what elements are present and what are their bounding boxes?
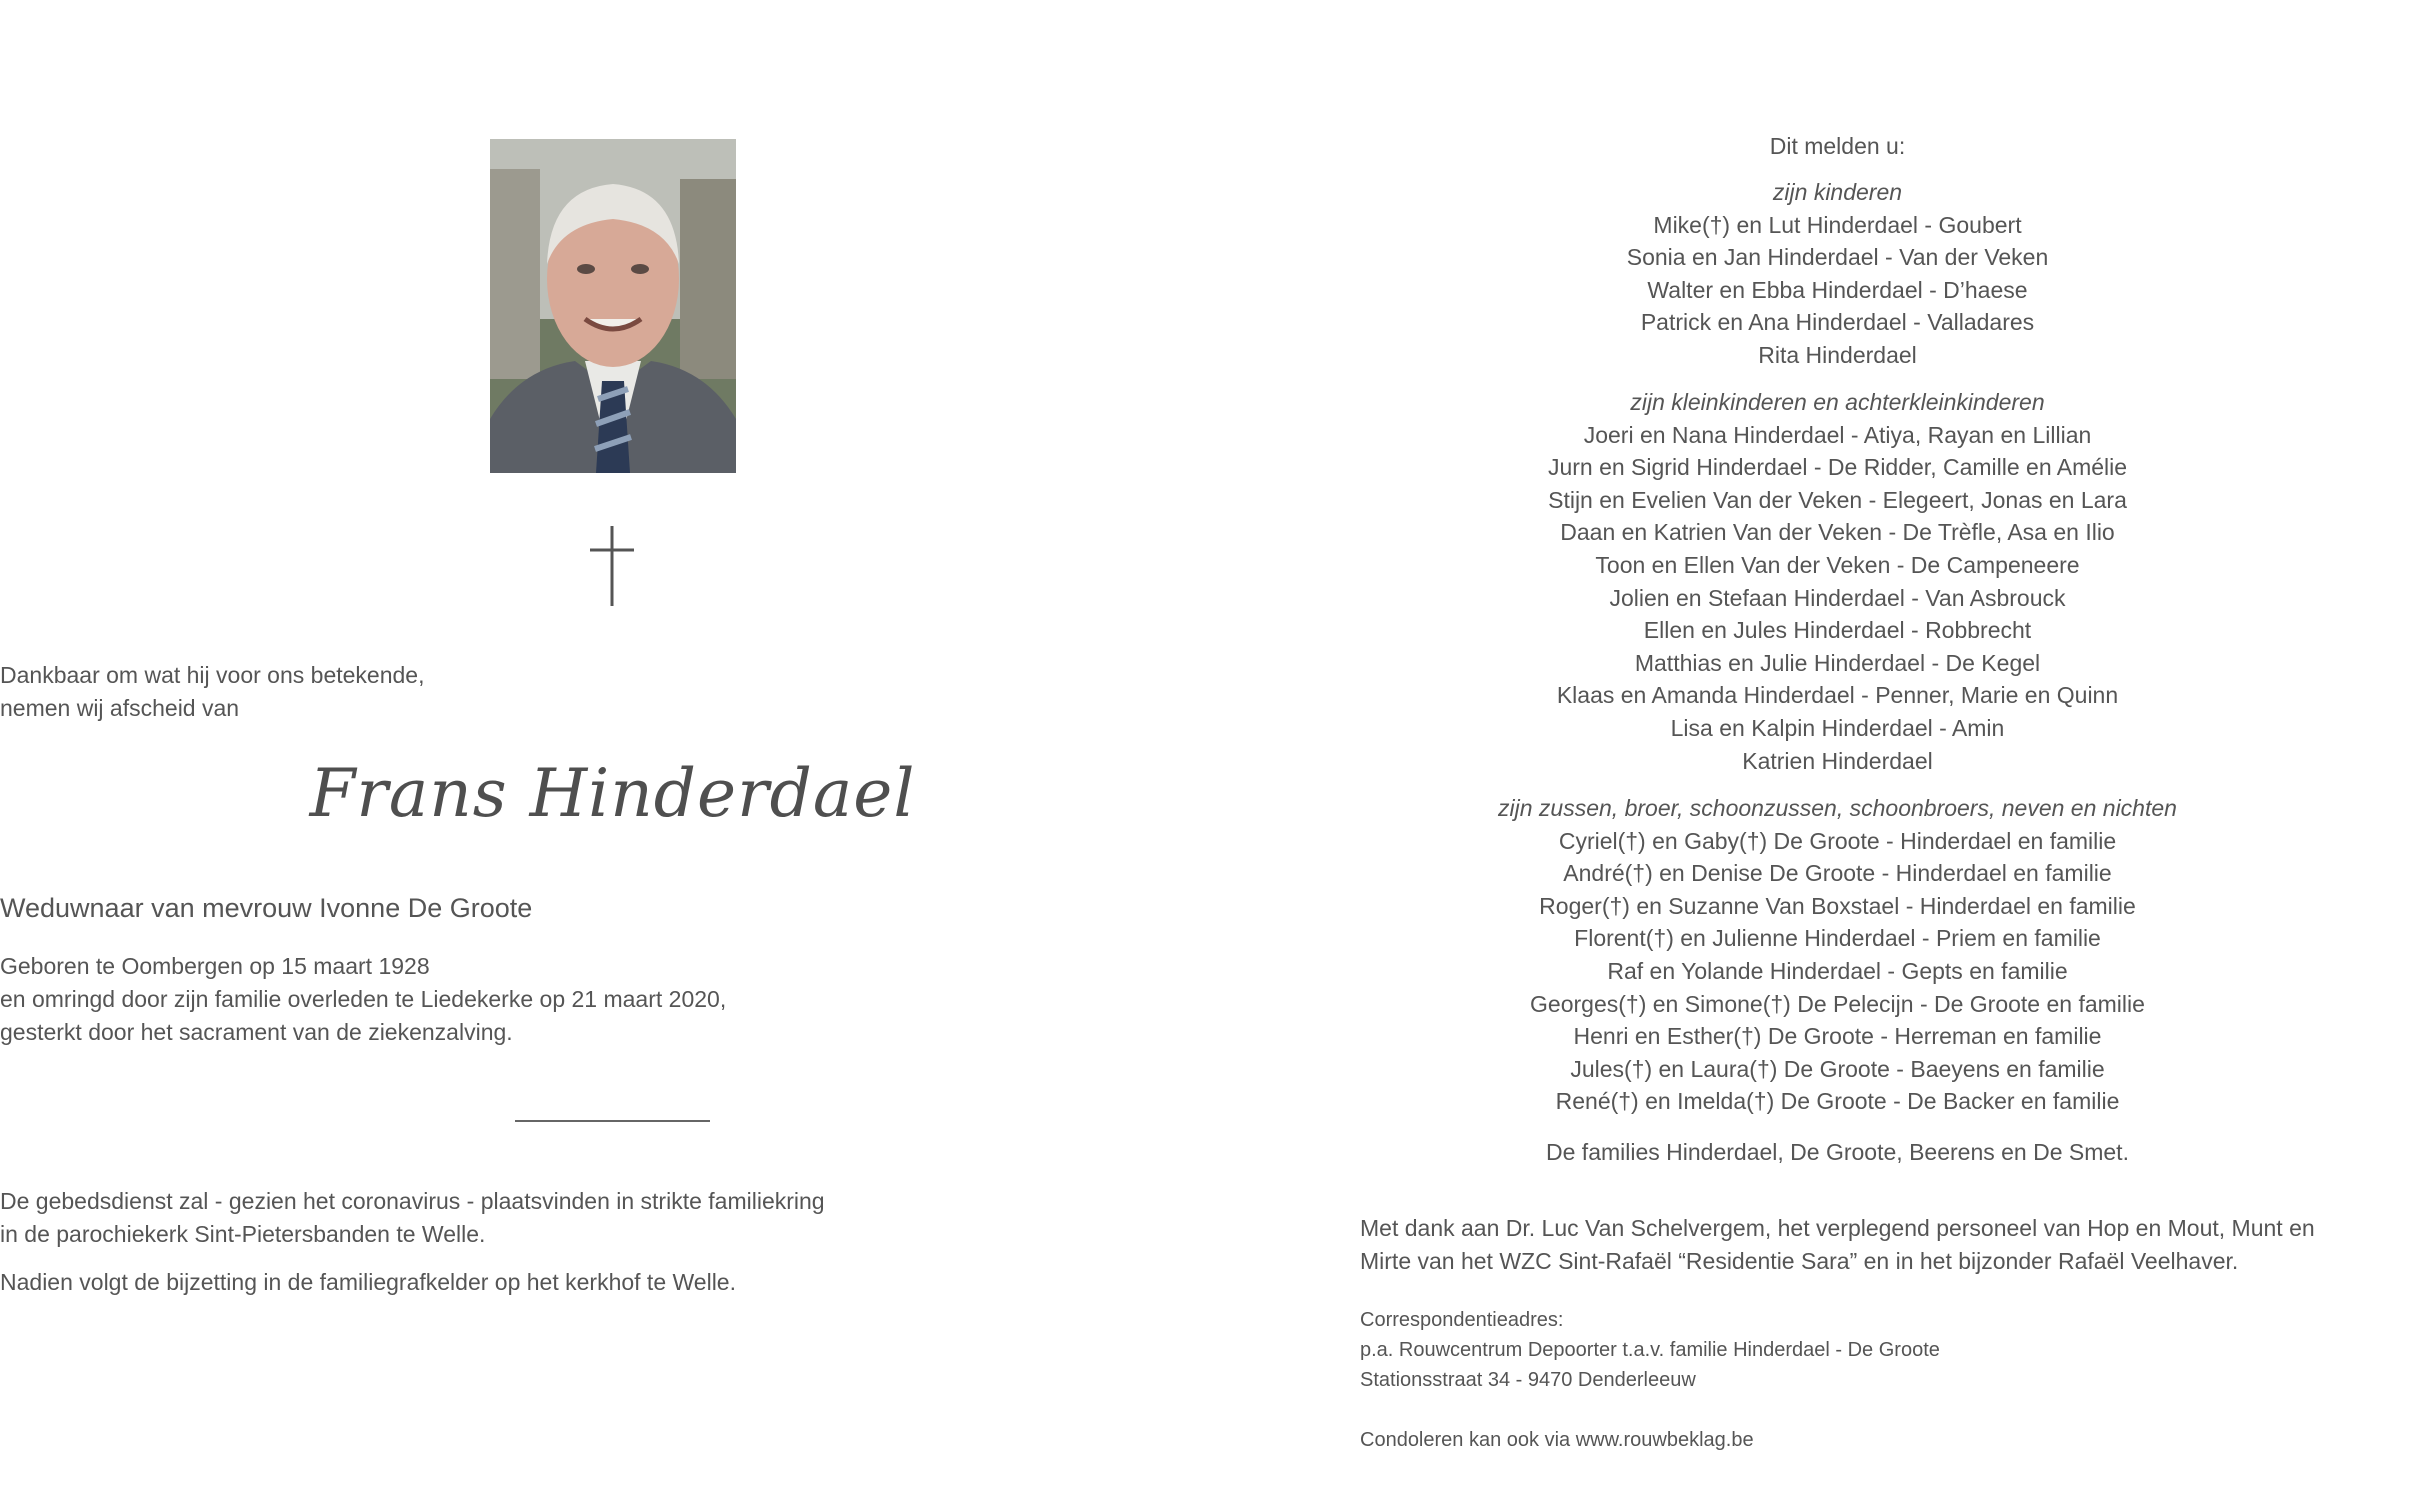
list-item: Walter en Ebba Hinderdael - D’haese <box>1647 276 2028 303</box>
born-line-1: Geboren te Oombergen op 15 maart 1928 <box>0 953 430 979</box>
families-text: De families Hinderdael, De Groote, Beerens en De Smet. <box>1546 1139 2129 1165</box>
list-item: Joeri en Nana Hinderdael - Atiya, Rayan en Lillian <box>1583 421 2092 448</box>
service-line-2: in de parochiekerk Sint-Pietersbanden te Welle. <box>0 1221 486 1247</box>
list-item: Jolien en Stefaan Hinderdael - Van Asbrouck <box>1609 584 2066 611</box>
list-item: Ellen en Jules Hinderdael - Robbrecht <box>1643 617 2032 644</box>
intro-line-2: nemen wij afscheid van <box>0 695 240 721</box>
portrait-photo <box>490 139 736 473</box>
list-item: Klaas en Amanda Hinderdael - Penner, Marie en Quinn <box>1556 682 2119 709</box>
condolences-text: Condoleren kan ook via www.rouwbeklag.be <box>1360 1429 1754 1451</box>
list-item: Roger(†) en Suzanne Van Boxstael - Hinderdael en familie <box>1539 892 2136 919</box>
corr-line-2: Stationsstraat 34 - 9470 Denderleeuw <box>1360 1369 1696 1391</box>
portrait-illustration <box>490 139 736 473</box>
list-item: Raf en Yolande Hinderdael - Gepts en familie <box>1607 957 2068 984</box>
born-line-3: gesterkt door het sacrament van de ziekenzalving. <box>0 1019 513 1045</box>
list-item: André(†) en Denise De Groote - Hinderdael en familie <box>1563 860 2112 887</box>
list-item: Cyriel(†) en Gaby(†) De Groote - Hinderdael en familie <box>1558 827 2117 854</box>
grandchildren-section <box>1300 386 2375 777</box>
thanks-text <box>1360 1212 2400 1278</box>
thanks-line-1: Met dank aan Dr. Luc Van Schelvergem, het verplegend personeel van Hop en Mout, Munt en <box>1360 1215 2315 1241</box>
birth-death-text <box>0 950 1225 1049</box>
list-item: Matthias en Julie Hinderdael - De Kegel <box>1634 649 2041 676</box>
intro-line-1: Dankbaar om wat hij voor ons betekende, <box>0 662 425 688</box>
list-item: Katrien Hinderdael <box>1742 747 1933 774</box>
list-item: Florent(†) en Julienne Hinderdael - Priem en familie <box>1574 925 2101 952</box>
siblings-label: zijn zussen, broer, schoonzussen, schoonbroers, neven en nichten <box>1498 795 2177 821</box>
service-text <box>0 1185 1225 1251</box>
service-line-1: De gebedsdienst zal - gezien het coronavirus - plaatsvinden in strikte familiekring <box>0 1188 825 1214</box>
burial-text: Nadien volgt de bijzetting in de familiegrafkelder op het kerkhof te Welle. <box>0 1269 736 1295</box>
list-item: Lisa en Kalpin Hinderdael - Amin <box>1670 714 2005 741</box>
list-item: Patrick en Ana Hinderdael - Valladares <box>1640 309 2035 336</box>
born-line-2: en omringd door zijn familie overleden te Liedekerke op 21 maart 2020, <box>0 986 727 1012</box>
list-item: Sonia en Jan Hinderdael - Van der Veken <box>1626 244 2049 271</box>
list-item: Henri en Esther(†) De Groote - Herreman en familie <box>1573 1023 2102 1050</box>
grandchildren-label: zijn kleinkinderen en achterkleinkinderen <box>1630 389 2045 415</box>
list-item: Toon en Ellen Van der Veken - De Campeneere <box>1595 551 2080 578</box>
announcement-heading: Dit melden u: <box>1769 133 1906 159</box>
list-item: Jules(†) en Laura(†) De Groote - Baeyens en familie <box>1570 1055 2105 1082</box>
thanks-line-2: Mirte van het WZC Sint-Rafaël “Residentie Sara” en in het bijzonder Rafaël Veelhaver. <box>1360 1248 2239 1274</box>
corr-line-1: p.a. Rouwcentrum Depoorter t.a.v. familie Hinderdael - De Groote <box>1360 1339 1940 1361</box>
corr-label: Correspondentieadres: <box>1360 1309 1564 1331</box>
deceased-name: Frans Hinderdael <box>309 755 916 832</box>
cross-icon <box>570 520 654 612</box>
list-item: Georges(†) en Simone(†) De Pelecijn - De Groote en familie <box>1530 990 2145 1017</box>
list-item: Rita Hinderdael <box>1758 341 1917 368</box>
list-item: Daan en Katrien Van der Veken - De Trèfle, Asa en Ilio <box>1560 519 2115 546</box>
divider <box>515 1120 710 1122</box>
correspondence-address <box>1360 1305 2400 1395</box>
list-item: Stijn en Evelien Van der Veken - Elegeert, Jonas en Lara <box>1548 486 2127 513</box>
children-section <box>1300 176 2375 372</box>
children-label: zijn kinderen <box>1772 179 1903 205</box>
list-item: Mike(†) en Lut Hinderdael - Goubert <box>1653 211 2022 238</box>
intro-text <box>0 659 1225 725</box>
list-item: René(†) en Imelda(†) De Groote - De Backer en familie <box>1555 1088 2120 1115</box>
list-item: Jurn en Sigrid Hinderdael - De Ridder, Camille en Amélie <box>1547 454 2128 481</box>
siblings-section <box>1300 792 2375 1118</box>
widow-text: Weduwnaar van mevrouw Ivonne De Groote <box>0 893 533 923</box>
